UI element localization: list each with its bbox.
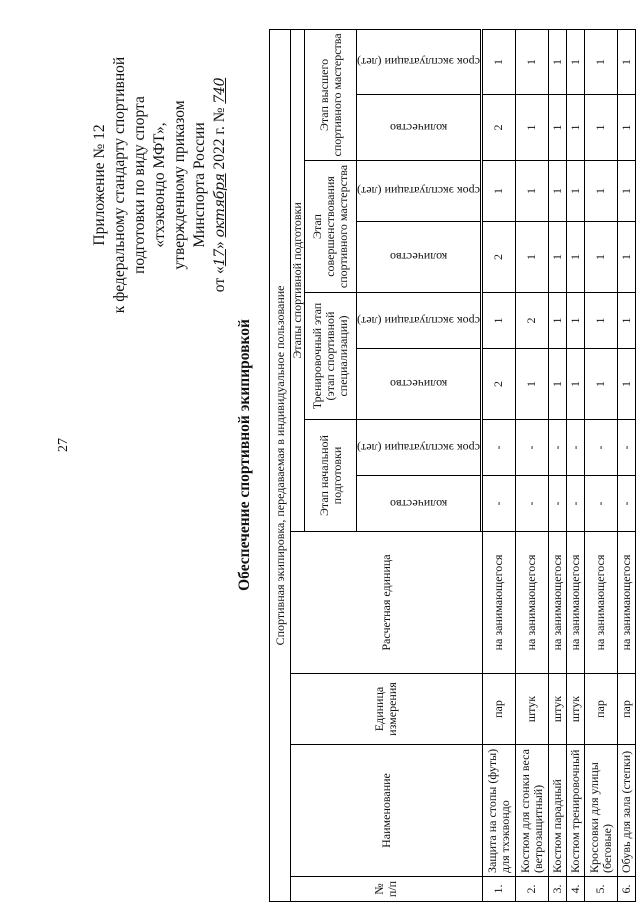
appendix-line-sport: подготовки по виду спорта bbox=[131, 96, 148, 274]
cell-value: 1 bbox=[584, 222, 617, 293]
cell-unit: пар bbox=[584, 674, 617, 745]
cell-value: - bbox=[617, 476, 635, 532]
cell-value: 1 bbox=[584, 29, 617, 94]
cell-value: - bbox=[482, 476, 515, 532]
cell-value: 2 bbox=[482, 95, 515, 161]
date-day: 17 bbox=[212, 249, 228, 267]
table-row bbox=[515, 29, 548, 901]
sub-header-qty: количество bbox=[389, 497, 448, 511]
col-header-name: Наименование bbox=[291, 745, 483, 877]
cell-calc: на занимающегося bbox=[548, 532, 566, 674]
appendix-line-standard: к федеральному стандарту спортивной bbox=[111, 56, 128, 314]
cell-value: 2 bbox=[515, 293, 548, 349]
cell-value: 2 bbox=[482, 349, 515, 420]
cell-value: 1 bbox=[482, 29, 515, 94]
cell-calc: на занимающегося bbox=[482, 532, 515, 674]
appendix-block bbox=[90, 25, 230, 345]
cell-unit: пар bbox=[482, 674, 515, 745]
date-month: октября bbox=[212, 173, 228, 238]
cell-num: 5. bbox=[584, 877, 617, 902]
cell-value: - bbox=[515, 420, 548, 476]
cell-value: 1 bbox=[584, 161, 617, 222]
document-title: Обеспечение спортивной экипировкой bbox=[236, 319, 253, 591]
stage-header-higher: Этап высшего спортивного мастерства bbox=[305, 29, 357, 160]
cell-calc: на занимающегося bbox=[584, 532, 617, 674]
cell-value: 1 bbox=[566, 29, 584, 94]
appendix-date-line bbox=[210, 25, 230, 345]
col-header-unit: Единица измерения bbox=[291, 674, 483, 745]
cell-value: 1 bbox=[548, 95, 566, 161]
table-row bbox=[566, 29, 584, 901]
cell-unit: пар bbox=[617, 674, 635, 745]
cell-value: - bbox=[617, 420, 635, 476]
cell-name: Кроссовки для улицы (беговые) bbox=[584, 745, 617, 877]
appendix-line-ministry: Минспорта России bbox=[191, 122, 208, 248]
order-number: 740 bbox=[212, 77, 228, 104]
stage-header-improvement: Этап совершенствования спортивного мастерства bbox=[305, 161, 357, 293]
table-row bbox=[584, 29, 617, 901]
cell-name: Костюм тренировочный bbox=[566, 745, 584, 877]
cell-value: 1 bbox=[617, 29, 635, 94]
sub-header-term: срок эксплуатации (лет) bbox=[357, 314, 480, 328]
cell-value: 1 bbox=[584, 349, 617, 420]
cell-value: - bbox=[482, 420, 515, 476]
cell-value: 1 bbox=[584, 293, 617, 349]
cell-num: 3. bbox=[548, 877, 566, 902]
cell-value: 1 bbox=[548, 293, 566, 349]
cell-value: 1 bbox=[482, 293, 515, 349]
table-caption: Спортивная экипировка, передаваемая в индивидуальное пользование bbox=[270, 29, 291, 901]
cell-value: 1 bbox=[566, 349, 584, 420]
cell-value: 1 bbox=[566, 222, 584, 293]
cell-value: 1 bbox=[548, 161, 566, 222]
col-header-num: № п/п bbox=[291, 877, 483, 902]
appendix-line-title: Приложение № 12 bbox=[91, 124, 108, 246]
cell-value: 1 bbox=[548, 222, 566, 293]
cell-value: 1 bbox=[566, 293, 584, 349]
cell-value: 2 bbox=[482, 222, 515, 293]
date-year: 2022 г. № bbox=[211, 107, 228, 170]
cell-num: 2. bbox=[515, 877, 548, 902]
cell-value: 1 bbox=[617, 349, 635, 420]
cell-value: - bbox=[548, 420, 566, 476]
cell-value: 1 bbox=[548, 29, 566, 94]
cell-value: 1 bbox=[566, 161, 584, 222]
cell-unit: штук bbox=[515, 674, 548, 745]
table-row bbox=[548, 29, 566, 901]
stage-header-training: Тренировочный этап (этап спортивной специализации) bbox=[305, 293, 357, 420]
sub-header-term: срок эксплуатации (лет) bbox=[357, 184, 480, 199]
sub-header-qty: количество bbox=[389, 250, 448, 265]
cell-value: - bbox=[584, 476, 617, 532]
table-row bbox=[482, 29, 515, 901]
page-number: 27 bbox=[56, 438, 71, 452]
sub-header-qty: количество bbox=[389, 121, 448, 135]
cell-value: 1 bbox=[566, 95, 584, 161]
cell-value: - bbox=[548, 476, 566, 532]
date-prefix: от « bbox=[211, 266, 228, 293]
cell-calc: на занимающегося bbox=[566, 532, 584, 674]
cell-value: - bbox=[584, 420, 617, 476]
cell-value: 1 bbox=[515, 349, 548, 420]
col-header-calc: Расчетная единица bbox=[291, 532, 483, 674]
cell-name: Костюм для сгонки веса (ветрозащитный) bbox=[515, 745, 548, 877]
date-mid: » bbox=[211, 241, 228, 250]
cell-name: Обувь для зала (степки) bbox=[617, 745, 635, 877]
sub-header-qty: количество bbox=[389, 377, 448, 392]
cell-value: 1 bbox=[617, 161, 635, 222]
cell-value: 1 bbox=[515, 222, 548, 293]
cell-value: - bbox=[566, 420, 584, 476]
cell-name: Костюм парадный bbox=[548, 745, 566, 877]
cell-value: 1 bbox=[617, 95, 635, 161]
cell-value: 1 bbox=[515, 161, 548, 222]
cell-value: 1 bbox=[515, 29, 548, 94]
cell-value: - bbox=[515, 476, 548, 532]
cell-name: Защита на стопы (футы) для тхэквондо bbox=[482, 745, 515, 877]
cell-value: 1 bbox=[515, 95, 548, 161]
sub-header-term: срок эксплуатации (лет) bbox=[357, 55, 480, 70]
sub-header-term: срок эксплуатации (лет) bbox=[357, 441, 480, 455]
cell-unit: штук bbox=[566, 674, 584, 745]
cell-num: 4. bbox=[566, 877, 584, 902]
cell-calc: на занимающегося bbox=[515, 532, 548, 674]
table-row bbox=[617, 29, 635, 901]
cell-value: 1 bbox=[584, 95, 617, 161]
stage-header-initial: Этап начальной подготовки bbox=[305, 420, 357, 532]
equipment-table bbox=[269, 29, 636, 902]
cell-calc: на занимающегося bbox=[617, 532, 635, 674]
cell-value: 1 bbox=[617, 293, 635, 349]
appendix-line-approved: утвержденному приказом bbox=[171, 100, 188, 270]
appendix-line-sport-name: «тхэквондо МФТ», bbox=[151, 122, 168, 248]
cell-value: 1 bbox=[482, 161, 515, 222]
cell-value: - bbox=[566, 476, 584, 532]
cell-num: 6. bbox=[617, 877, 635, 902]
cell-value: 1 bbox=[617, 222, 635, 293]
cell-unit: штук bbox=[548, 674, 566, 745]
cell-num: 1. bbox=[482, 877, 515, 902]
cell-value: 1 bbox=[548, 349, 566, 420]
stages-header: Этапы спортивной подготовки bbox=[291, 29, 305, 531]
